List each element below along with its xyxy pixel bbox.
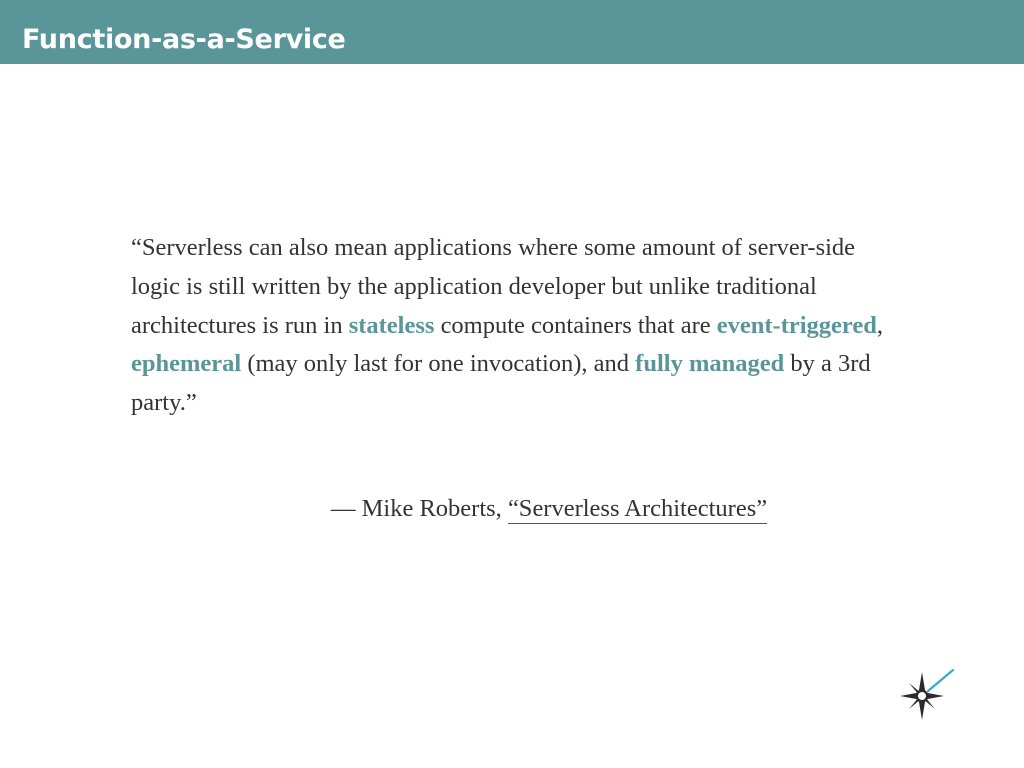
quote-text-segment: , (876, 311, 883, 339)
highlight-event-triggered: event-triggered (716, 311, 877, 339)
source-link[interactable]: “Serverless Architectures” (507, 495, 768, 522)
attribution-author: — Mike Roberts, (331, 495, 508, 522)
compass-star-icon (900, 668, 956, 720)
header-bar (0, 0, 1024, 64)
quote-attribution (331, 490, 861, 528)
quote-text-segment: “Serverless can also mean applications where some amount of server-side logic is still written by the application developer but unlike traditional architectures is run in (131, 234, 856, 339)
highlight-fully-managed: fully managed (635, 350, 785, 378)
quote-block (131, 229, 891, 423)
quote-text (131, 229, 891, 423)
quote-text-segment: (may only last for one invocation), and (241, 350, 636, 378)
slide-title: Function-as-a-Service (22, 24, 346, 55)
quote-text-segment: by a 3rd party.” (131, 350, 871, 417)
quote-text-segment: compute containers that are (434, 311, 717, 339)
highlight-stateless: stateless (348, 311, 435, 339)
highlight-ephemeral: ephemeral (131, 350, 242, 378)
